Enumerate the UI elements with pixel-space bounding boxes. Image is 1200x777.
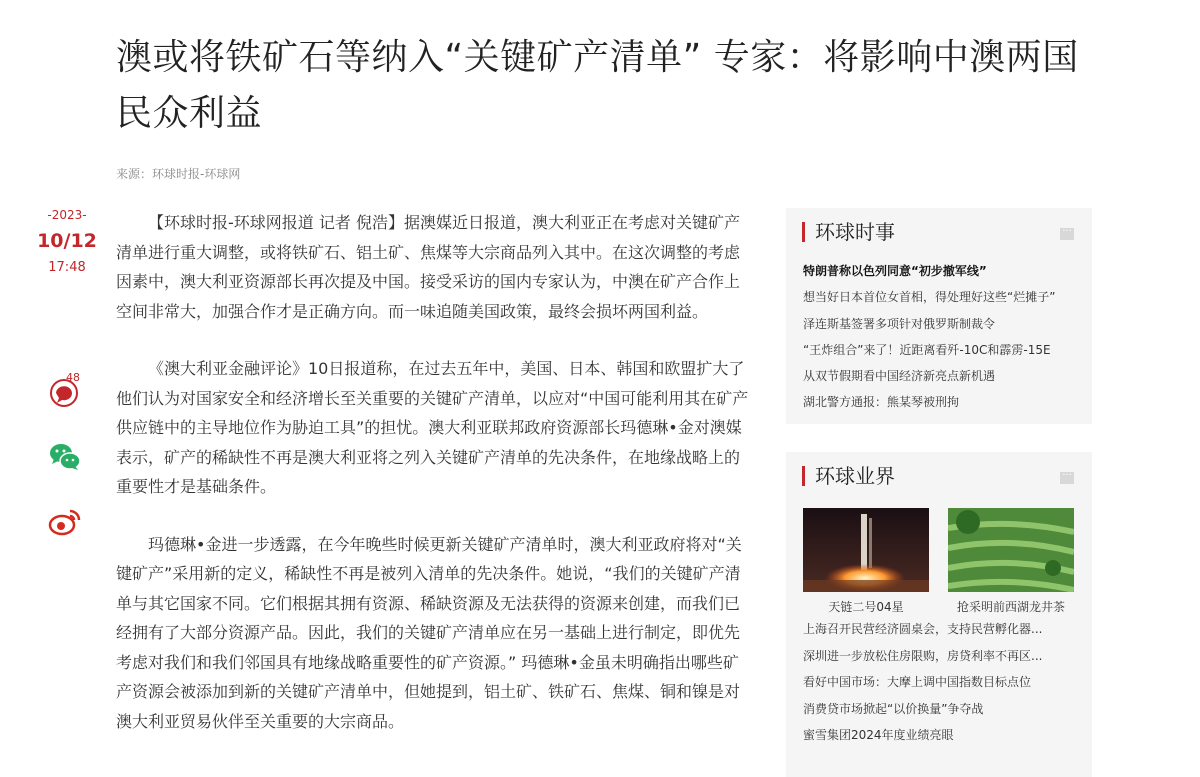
article-date [36,208,98,275]
news-link[interactable]: 特朗普称以色列同意“初步撤军线” [803,264,987,278]
news-link[interactable]: 从双节假期看中国经济新亮点新机遇 [803,369,996,384]
more-button[interactable]: ··· [1060,228,1074,240]
news-link[interactable]: 蜜雪集团2024年度业绩亮眼 [803,728,954,742]
news-link[interactable]: 消费贷市场掀起“以价换量”争夺战 [803,701,984,716]
tea-field-photo[interactable] [948,508,1074,592]
date-year: -2023- [47,208,87,222]
article-paragraph: 玛德琳•金进一步透露，在今年晚些时候更新关键矿产清单时，澳大利亚政府将对“关键矿产”采用新的定义，稀缺性不再是被列入清单的先决条件。她说，“我们的关键矿产清单与其它国家不同。它们根据其拥有资源、稀缺资源及无法获得的资源来创建，而我们已经拥有了大部分资源产品。因此，我们的关键矿产清单应在另一基础上进行制定，即优先考虑对我们和我们邻国具有地缘战略重要性的矿产资源。” 玛德琳•金虽未明确指出哪些矿产资源会被添加到新的关键矿产清单中，但她提到，铝土矿、铁矿石、焦煤、铜和镍是对澳大利亚贸易伙伴至关重要的大宗商品。 [116,534,742,731]
news-link[interactable]: 上海召开民营经济圆桌会，支持民营孵化器... [803,622,1043,636]
wechat-icon [48,440,82,474]
sidebar-industry [786,452,1092,777]
section-title: 环球时事 [802,222,895,242]
weibo-share-button[interactable] [48,505,82,539]
weibo-icon [48,505,82,539]
news-list [803,258,1083,416]
news-link[interactable]: 想当好日本首位女首相，得处理好这些“烂摊子” [803,290,1056,305]
thumb-caption[interactable]: 天链二号04星 [828,600,904,614]
rocket-launch-photo[interactable] [803,508,929,592]
news-list [803,616,1083,749]
article-source: 来源：环球时报-环球网 [116,167,241,181]
news-link[interactable]: 泽连斯基签署多项针对俄罗斯制裁令 [803,316,996,331]
news-link[interactable]: 深圳进一步放松住房限购，房贷利率不再区... [803,648,1043,663]
news-link[interactable]: “王炸组合”来了！近距离看歼-10C和霹雳-15E [803,342,1051,357]
thumb-caption[interactable]: 抢采明前西湖龙井茶 [956,600,1065,614]
date-time: 17:48 [48,260,86,275]
date-day: 10/12 [37,230,97,252]
more-button[interactable]: ··· [1060,472,1074,484]
article-body [116,208,752,764]
comment-count: 48 [66,371,80,384]
article-paragraph: 【环球时报-环球网报道 记者 倪浩】据澳媒近日报道，澳大利亚正在考虑对关键矿产清单进行重大调整，或将铁矿石、铝土矿、焦煤等大宗商品列入其中。在这次调整的考虑因素中，澳大利亚资源部长再次提及中国。接受采访的国内专家认为，中澳在矿产合作上空间非常大，加强合作才是正确方向。而一味追随美国政策，最终会损坏两国利益。 [116,213,741,321]
section-title: 环球业界 [802,466,895,486]
article-title: 澳或将铁矿石等纳入“关键矿产清单” 专家：将影响中澳两国民众利益 [116,37,1079,134]
comment-button[interactable] [48,371,82,408]
wechat-share-button[interactable] [48,440,82,474]
news-link[interactable]: 看好中国市场：大摩上调中国指数目标点位 [803,675,1032,689]
article-paragraph: 《澳大利亚金融评论》10日报道称，在过去五年中，美国、日本、韩国和欧盟扩大了他们认为对国家安全和经济增长至关重要的关键矿产清单，以应对“中国可能利用其在矿产供应链中的主导地位作为胁迫工具”的担忧。澳大利亚联邦政府资源部长玛德琳•金对澳媒表示，矿产的稀缺性不再是澳大利亚将之列入关键矿产清单的先决条件，在地缘战略上的重要性才是基础条件。 [116,359,749,496]
sidebar-current-affairs [786,208,1092,424]
news-link[interactable]: 湖北警方通报：熊某琴被刑拘 [803,395,960,410]
